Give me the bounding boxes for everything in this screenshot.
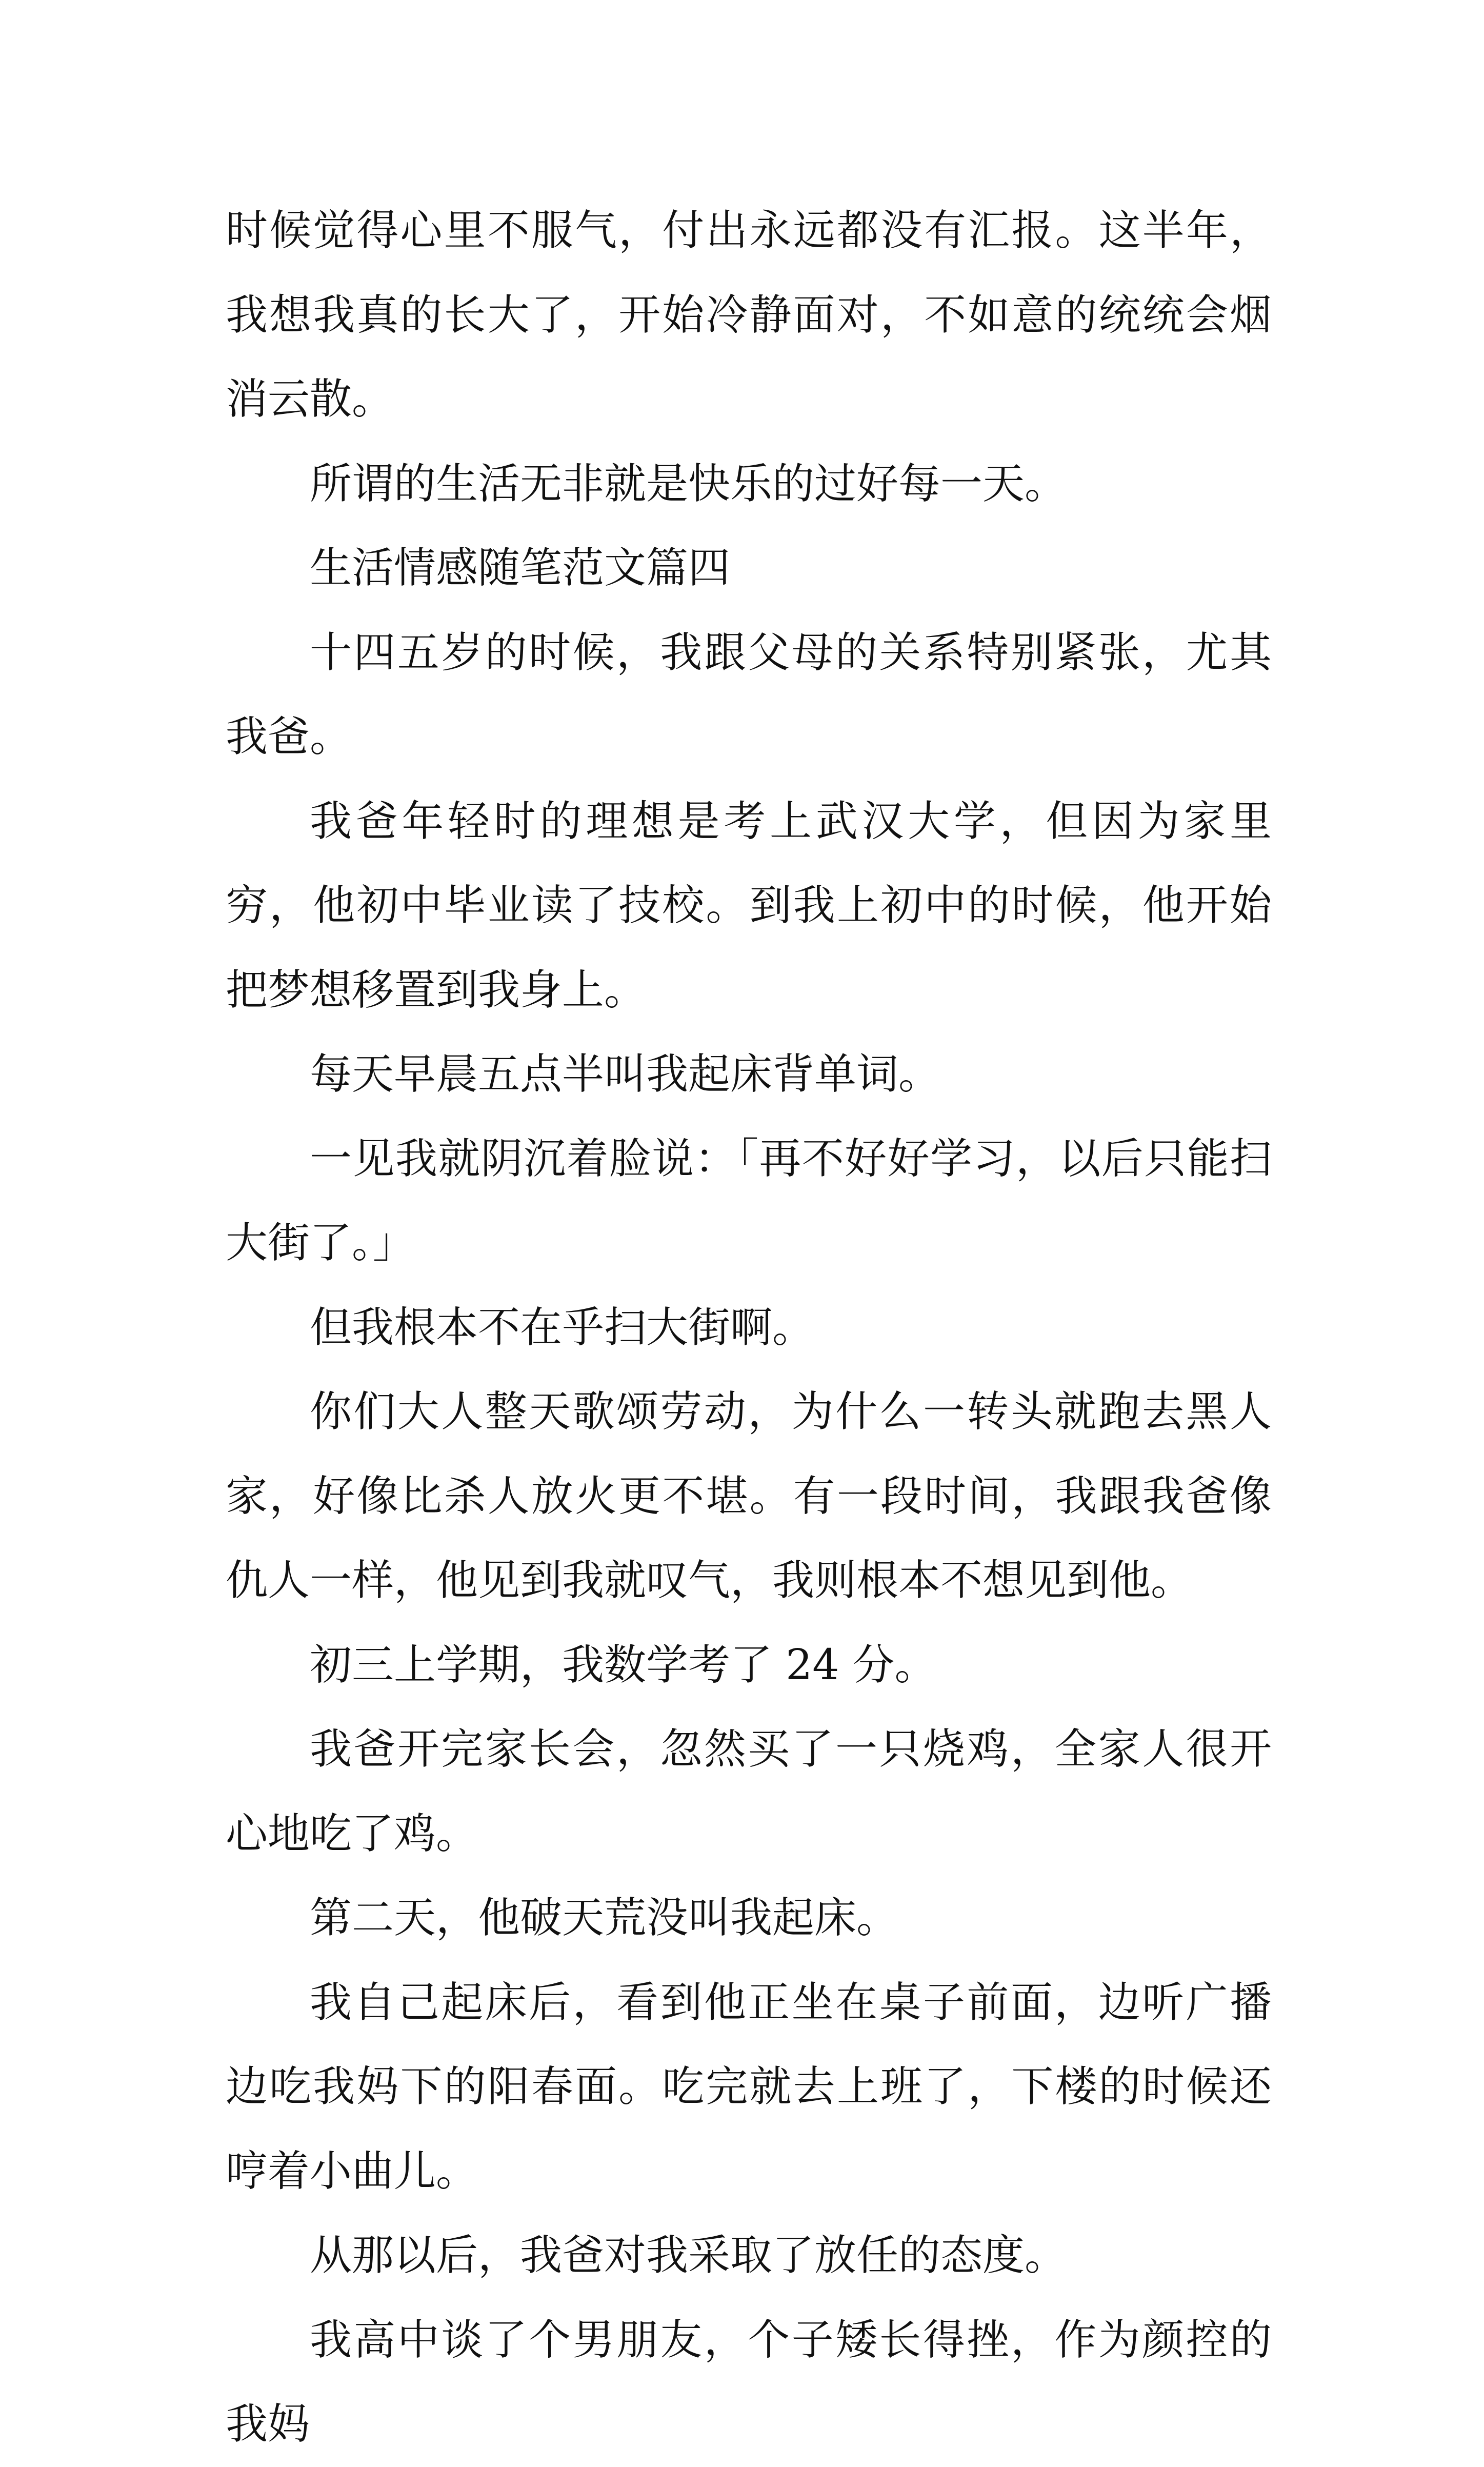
paragraph: 我爸开完家长会，忽然买了一只烧鸡，全家人很开心地吃了鸡。 <box>226 1725 1272 1858</box>
paragraph: 每天早晨五点半叫我起床背单词。 <box>310 1050 941 1099</box>
paragraph: 初三上学期，我数学考了 24 分。 <box>310 1640 937 1689</box>
document-body <box>226 189 1272 2467</box>
paragraph: 我爸年轻时的理想是考上武汉大学，但因为家里穷，他初中毕业读了技校。到我上初中的时候，他开始把梦想移置到我身上。 <box>226 797 1272 1014</box>
paragraph: 你们大人整天歌颂劳动，为什么一转头就跑去黑人家，好像比杀人放火更不堪。有一段时间，我跟我爸像仇人一样，他见到我就叹气，我则根本不想见到他。 <box>226 1387 1272 1605</box>
paragraph: 我高中谈了个男朋友，个子矮长得挫，作为颜控的我妈 <box>226 2315 1272 2449</box>
paragraph: 从那以后，我爸对我采取了放任的态度。 <box>310 2231 1067 2280</box>
paragraph: 十四五岁的时候，我跟父母的关系特别紧张，尤其我爸。 <box>226 628 1272 761</box>
section-heading: 生活情感随笔范文篇四 <box>310 544 731 592</box>
paragraph: 第二天，他破天荒没叫我起床。 <box>310 1894 899 1942</box>
paragraph: 一见我就阴沉着脸说：「再不好好学习，以后只能扫大街了。」 <box>226 1134 1272 1267</box>
paragraph: 但我根本不在乎扫大街啊。 <box>310 1303 815 1352</box>
paragraph: 时候觉得心里不服气，付出永远都没有汇报。这半年，我想我真的长大了，开始冷静面对，不如意的统统会烟消云散。 <box>226 206 1272 424</box>
paragraph: 我自己起床后，看到他正坐在桌子前面，边听广播边吃我妈下的阳春面。吃完就去上班了，下楼的时候还哼着小曲儿。 <box>226 1978 1272 2196</box>
paragraph: 所谓的生活无非就是快乐的过好每一天。 <box>310 459 1067 508</box>
